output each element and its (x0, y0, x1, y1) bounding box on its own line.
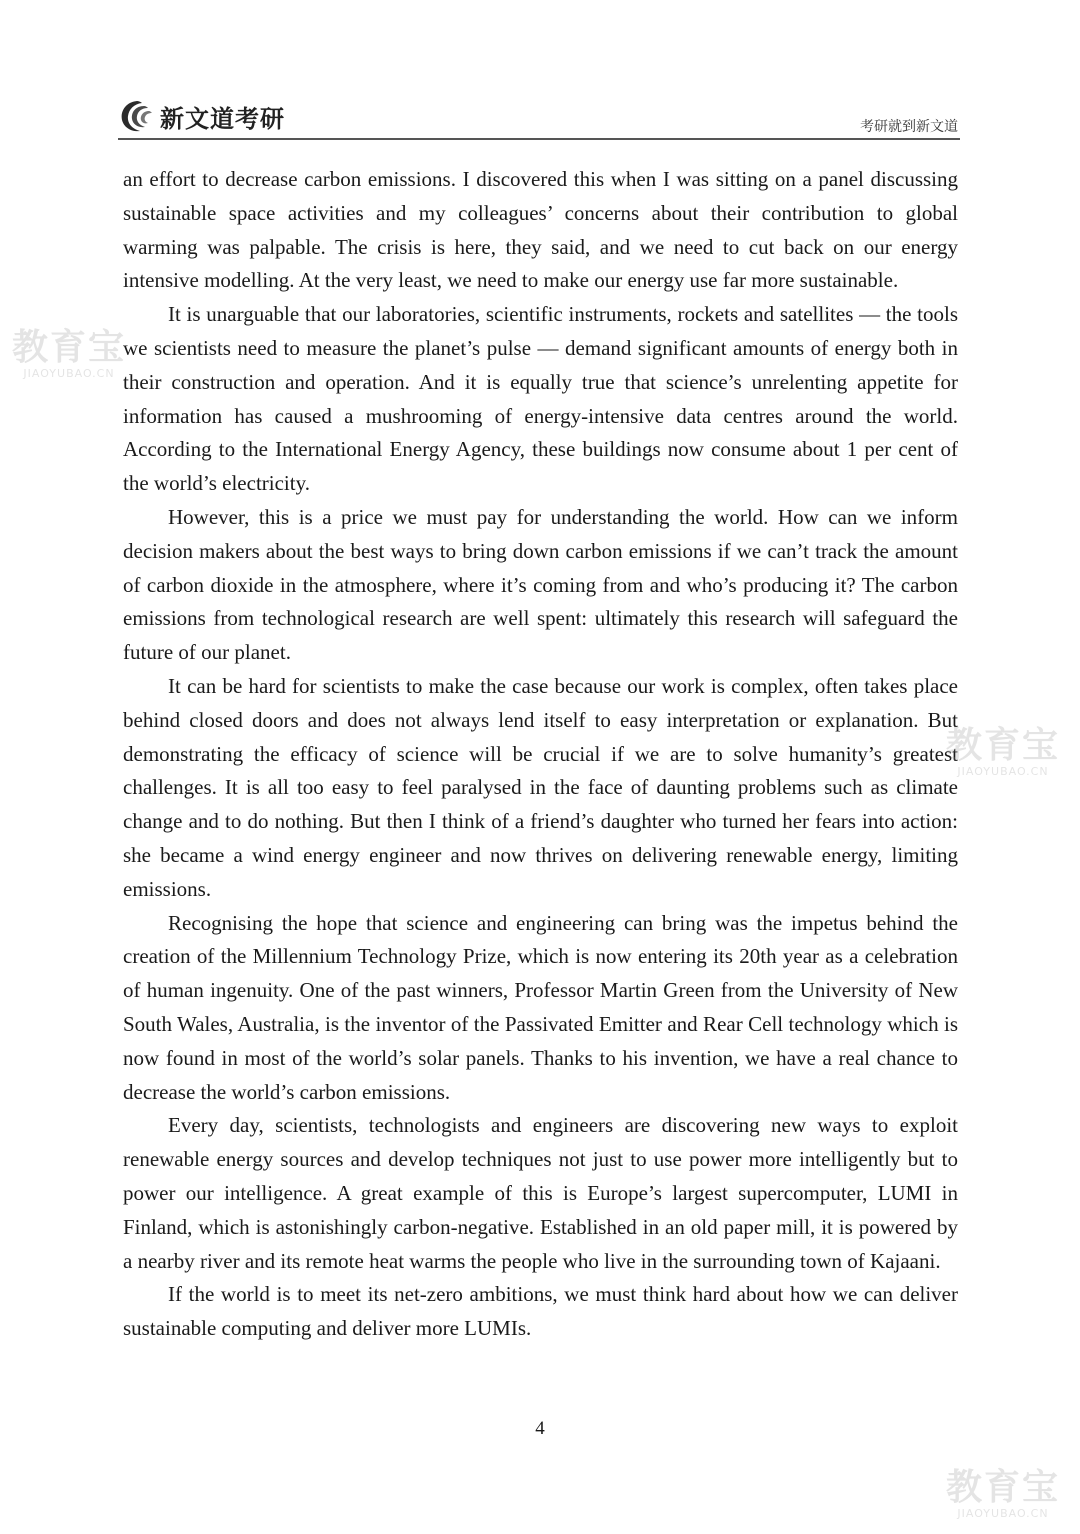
swirl-logo-icon (118, 98, 156, 134)
paragraph-1: an effort to decrease carbon emissions. I discovered this when I was sitting on a panel discussing sustainable space activities and my colleagues’ concerns about their contribution to global warming was palpable. The crisis is here, they said, and we need to cut back on our energy intensive modelling. At the very least, we need to make our energy use far more sustainable. (123, 167, 958, 293)
page-number: 4 (535, 1418, 545, 1439)
paragraph-7: If the world is to meet its net-zero ambitions, we must think hard about how we can deliver sustainable computing and deliver more LUMIs. (123, 1282, 958, 1341)
paragraph-4: It can be hard for scientists to make the case because our work is complex, often takes place behind closed doors and does not always lend itself to easy interpretation or explanation. But demonstrating the efficacy of science will be crucial if we are to solve humanity’s greatest challenges. It is all too easy to feel paralysed in the face of daunting problems such as climate change and to do nothing. But then I think of a friend’s daughter who turned her fears into action: she became a wind energy engineer and now thrives on delivering renewable energy, limiting emissions. (123, 673, 958, 901)
watermark-text: 教育宝 (946, 1467, 1061, 1508)
paragraph-3: However, this is a price we must pay for understanding the world. How can we inform decision makers about the best ways to bring down carbon emissions if we can’t track the amount of carbon dioxide in the atmosphere, where it’s coming from and who’s producing it? The carbon emissions from technological research are well spent: ultimately this research will safeguard the future of our planet. (123, 504, 958, 665)
watermark-top-left (12, 327, 127, 380)
watermark-url: JIAOYUBAO.CN (23, 367, 115, 380)
paragraph-5: Recognising the hope that science and engineering can bring was the impetus behind the creation of the Millennium Technology Prize, which is now entering its 20th year as a celebration of human ingenuity. One of the past winners, Professor Martin Green from the University of New South Wales, Australia, is the inventor of the Passivated Emitter and Rear Cell technology which is now found in most of the world’s solar panels. Thanks to his invention, we have a real chance to decrease the world’s carbon emissions. (123, 910, 958, 1104)
watermark-text: 教育宝 (946, 725, 1061, 766)
paragraph-6: Every day, scientists, technologists and engineers are discovering new ways to exploit renewable energy sources and develop techniques not just to use power more intelligently but to power our intelligence. A great example of this is Europe’s largest supercomputer, LUMI in Finland, which is astonishingly carbon-negative. Established in an old paper mill, it is powered by a nearby river and its remote heat warms the people who live in the surrounding town of Kajaani. (123, 1113, 958, 1273)
watermark-middle-right (946, 725, 1061, 778)
header-slogan: 考研就到新文道 (860, 119, 958, 135)
watermark-bottom-right (946, 1467, 1061, 1520)
watermark-url: JIAOYUBAO.CN (957, 765, 1049, 778)
article-body (123, 163, 958, 1346)
brand-logo (118, 98, 285, 134)
watermark-url: JIAOYUBAO.CN (957, 1507, 1049, 1520)
paragraph-2: It is unarguable that our laboratories, scientific instruments, rockets and satellites — the tools we scientists need to measure the planet’s pulse — demand significant amounts of energy both in their construction and operation. And it is equally true that science’s unrelenting appetite for information has caused a mushrooming of energy-intensive data centres around the world. According to the International Energy Agency, these buildings now consume about 1 per cent of the world’s electricity. (123, 302, 958, 496)
watermark-text: 教育宝 (12, 327, 127, 368)
page-header (118, 96, 960, 140)
brand-name: 新文道考研 (160, 104, 285, 133)
